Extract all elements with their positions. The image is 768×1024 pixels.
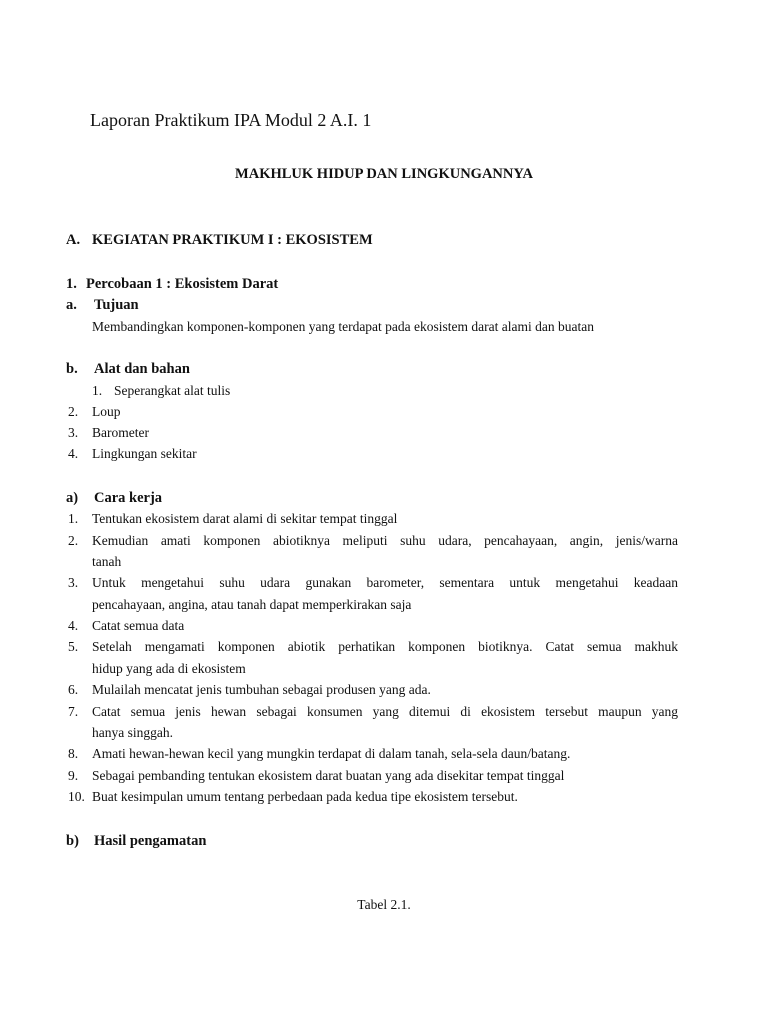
step-number: 10. <box>68 789 85 804</box>
tujuan-heading: Tujuan <box>94 297 139 313</box>
step-text: Tentukan ekosistem darat alami di sekitar tempat tinggal <box>92 511 398 526</box>
tujuan-marker: a. <box>66 297 77 313</box>
step-number: 2. <box>68 533 79 548</box>
section-a-marker: A. <box>66 232 81 248</box>
step-number: 9. <box>68 768 79 783</box>
hasil-marker: b) <box>66 833 79 849</box>
alat-item-number: 3. <box>68 425 79 440</box>
step-text: Untuk mengetahui suhu udara gunakan barometer, sementara untuk mengetahui keadaan <box>92 575 678 590</box>
step-number: 3. <box>68 575 79 590</box>
step-number: 1. <box>68 511 79 526</box>
step-text: Amati hewan-hewan kecil yang mungkin terdapat di dalam tanah, sela-sela daun/batang. <box>92 746 571 761</box>
step-text-continued: pencahayaan, angina, atau tanah dapat memperkirakan saja <box>92 597 412 612</box>
step-text: Buat kesimpulan umum tentang perbedaan pada kedua tipe ekosistem tersebut. <box>92 789 518 804</box>
step-text: Catat semua data <box>92 618 185 633</box>
alat-item-number: 2. <box>68 404 79 419</box>
alat-item-number: 1. <box>92 383 103 398</box>
step-number: 4. <box>68 618 79 633</box>
step-number: 7. <box>68 704 79 719</box>
alat-item: Lingkungan sekitar <box>92 446 197 461</box>
alat-item: Loup <box>92 404 121 419</box>
tujuan-text: Membandingkan komponen-komponen yang terdapat pada ekosistem darat alami dan buatan <box>92 319 594 334</box>
cara-kerja-heading: Cara kerja <box>94 490 163 506</box>
step-text-continued: hidup yang ada di ekosistem <box>92 661 246 676</box>
step-text: Catat semua jenis hewan sebagai konsumen yang ditemui di ekosistem tersebut maupun yang <box>92 704 678 719</box>
step-text: Setelah mengamati komponen abiotik perhatikan komponen biotiknya. Catat semua makhuk <box>92 639 678 654</box>
alat-marker: b. <box>66 361 78 377</box>
step-text: Mulailah mencatat jenis tumbuhan sebagai produsen yang ada. <box>92 682 431 697</box>
cara-kerja-marker: a) <box>66 490 79 506</box>
step-text: Sebagai pembanding tentukan ekosistem darat buatan yang ada disekitar tempat tinggal <box>92 768 565 783</box>
alat-item-number: 4. <box>68 446 79 461</box>
percobaan-marker: 1. <box>66 276 77 292</box>
percobaan-heading: Percobaan 1 : Ekosistem Darat <box>86 276 279 292</box>
alat-item: Seperangkat alat tulis <box>114 383 231 398</box>
step-text-continued: hanya singgah. <box>92 725 173 740</box>
step-text: Kemudian amati komponen abiotiknya meliputi suhu udara, pencahayaan, angin, jenis/warna <box>92 533 678 548</box>
alat-item: Barometer <box>92 425 149 440</box>
step-number: 5. <box>68 639 79 654</box>
table-caption: Tabel 2.1. <box>357 897 411 912</box>
step-number: 8. <box>68 746 79 761</box>
alat-heading: Alat dan bahan <box>94 361 190 377</box>
section-a-heading: KEGIATAN PRAKTIKUM I : EKOSISTEM <box>92 232 373 248</box>
step-text-continued: tanah <box>92 554 122 569</box>
document-title: Laporan Praktikum IPA Modul 2 A.I. 1 <box>90 110 372 130</box>
hasil-heading: Hasil pengamatan <box>94 833 207 849</box>
step-number: 6. <box>68 682 79 697</box>
document-subtitle: MAKHLUK HIDUP DAN LINGKUNGANNYA <box>235 166 533 182</box>
